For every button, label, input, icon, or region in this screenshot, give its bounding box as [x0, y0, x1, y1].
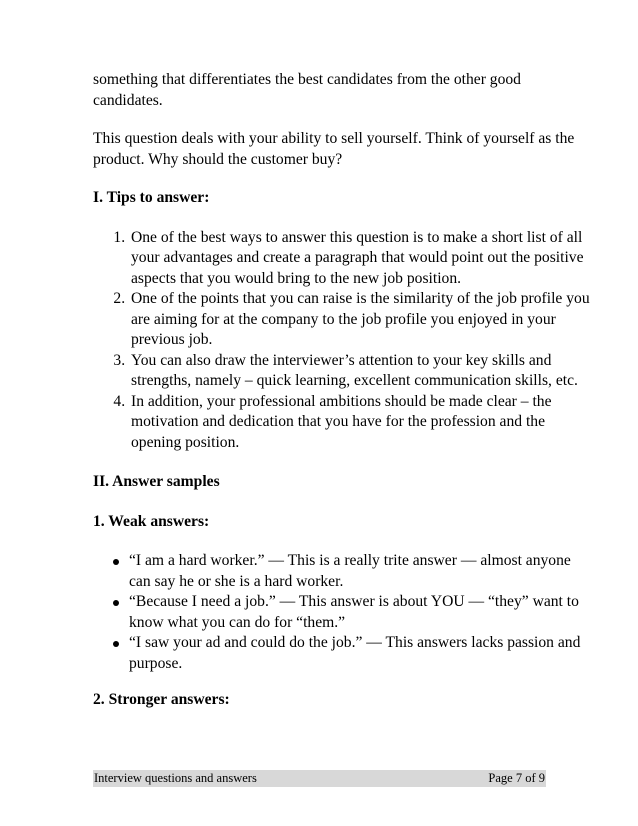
bullet-icon: [113, 559, 119, 565]
weak-answers-list: [93, 551, 593, 674]
paragraph-sell-yourself: This question deals with your ability to sell yourself. Think of yourself as the product. Why should the customer buy?: [93, 130, 575, 168]
heading-stronger-answers: 2. Stronger answers:: [93, 691, 230, 708]
weak-answer-text: “I saw your ad and could do the job.” — This answers lacks passion and purpose.: [129, 634, 581, 672]
weak-answer-item-3: [129, 633, 593, 674]
heading-tips-to-answer: I. Tips to answer:: [93, 189, 210, 206]
weak-answer-item-2: [129, 592, 593, 633]
bullet-icon: [113, 600, 119, 606]
tip-item-1: 1. One of the best ways to answer this question is to make a short list of all your advantages and create a paragraph that would point out the positive aspects that you would bring to the new job position.: [129, 228, 593, 290]
bullet-icon: [113, 641, 119, 647]
footer-page-number: Page 7 of 9: [488, 771, 545, 785]
weak-answer-text: “Because I need a job.” — This answer is about YOU — “they” want to know what you can do for “them.”: [129, 593, 579, 631]
paragraph-continuation: something that differentiates the best candidates from the other good candidates.: [93, 71, 521, 109]
page-footer: [93, 770, 546, 787]
weak-answer-item-1: [129, 551, 593, 592]
heading-answer-samples: II. Answer samples: [93, 473, 220, 490]
heading-weak-answers: 1. Weak answers:: [93, 512, 210, 530]
tip-item-4: 4. In addition, your professional ambitions should be made clear – the motivation and dedication that you have for the profession and the opening position.: [129, 392, 593, 454]
weak-answer-text: “I am a hard worker.” — This is a really trite answer — almost anyone can say he or she is a hard worker.: [129, 552, 571, 590]
footer-title: Interview questions and answers: [94, 771, 257, 785]
tip-item-2: 2. One of the points that you can raise is the similarity of the job profile you are aiming for at the company to the job profile you enjoyed in your previous job.: [129, 289, 593, 351]
page-content: [93, 70, 593, 730]
tips-list: [93, 228, 593, 454]
tip-item-3: 3. You can also draw the interviewer’s attention to your key skills and strengths, namely – quick learning, excellent communication skills, etc.: [129, 351, 593, 392]
